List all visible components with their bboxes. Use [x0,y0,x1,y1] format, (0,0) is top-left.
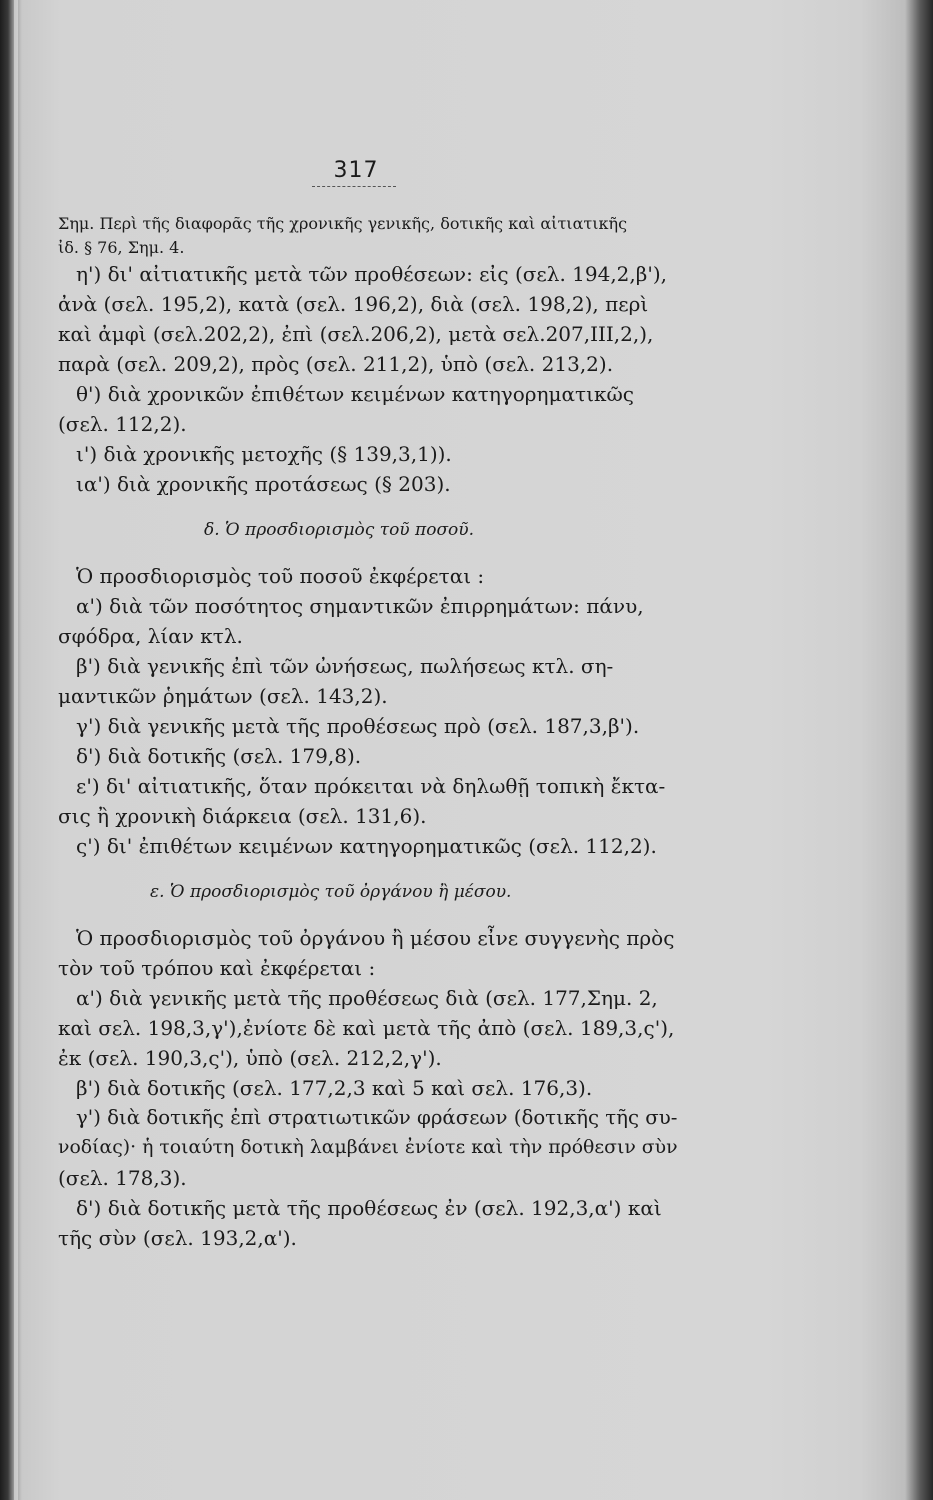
text-line: τὸν τοῦ τρόπου καὶ ἐκφέρεται : [58,956,376,980]
text-line: καὶ ἀμφὶ (σελ.202,2), ἐπὶ (σελ.206,2), μετὰ σελ.207,ΙΙΙ,2,), [58,322,654,346]
text-line: σις ἢ χρονικὴ διάρκεια (σελ. 131,6). [58,804,427,828]
page-edge [14,0,18,1500]
text-line: παρὰ (σελ. 209,2), πρὸς (σελ. 211,2), ὑπὸ (σελ. 213,2). [58,352,614,376]
text-line: θ') διὰ χρονικῶν ἐπιθέτων κειμένων κατηγορηματικῶς [76,382,634,406]
text-line: β') διὰ δοτικῆς (σελ. 177,2,3 καὶ 5 καὶ σελ. 176,3). [76,1076,593,1100]
text-line: τῆς σὺν (σελ. 193,2,α'). [58,1226,297,1250]
text-line: γ') διὰ γενικῆς μετὰ τῆς προθέσεως πρὸ (σελ. 187,3,β'). [76,714,640,738]
text-line: ια') διὰ χρονικῆς προτάσεως (§ 203). [76,472,451,496]
note-line: ἰδ. § 76, Σημ. 4. [58,238,185,257]
text-line: (σελ. 112,2). [58,412,187,436]
note-line: Σημ. Περὶ τῆς διαφορᾶς τῆς χρονικῆς γενικῆς, δοτικῆς καὶ αἰτιατικῆς [58,214,628,233]
section-heading: ε. Ὁ προσδιορισμὸς τοῦ ὀργάνου ἢ μέσου. [150,882,512,902]
text-line: η') δι' αἰτιατικῆς μετὰ τῶν προθέσεων: εἰς (σελ. 194,2,β'), [76,262,667,286]
text-line: ε') δι' αἰτιατικῆς, ὅταν πρόκειται νὰ δηλωθῇ τοπικὴ ἔκτα- [76,774,666,798]
text-line: νοδίας)· ἡ τοιαύτη δοτικὴ λαμβάνει ἐνίοτε καὶ τὴν πρόθεσιν σὺν [58,1137,678,1158]
text-line: ς') δι' ἐπιθέτων κειμένων κατηγορηματικῶς (σελ. 112,2). [76,834,657,858]
text-line: ἀνὰ (σελ. 195,2), κατὰ (σελ. 196,2), διὰ (σελ. 198,2), περὶ [58,292,649,316]
text-line: Ὁ προσδιορισμὸς τοῦ ποσοῦ ἐκφέρεται : [76,564,485,588]
page-number: 317 [333,158,379,183]
text-line: μαντικῶν ῥημάτων (σελ. 143,2). [58,684,388,708]
text-line: ἐκ (σελ. 190,3,ς'), ὑπὸ (σελ. 212,2,γ'). [58,1046,442,1070]
text-line: (σελ. 178,3). [58,1166,187,1190]
section-heading: δ. Ὁ προσδιορισμὸς τοῦ ποσοῦ. [204,520,475,540]
text-line: σφόδρα, λίαν κτλ. [58,624,243,648]
text-line: δ') διὰ δοτικῆς (σελ. 179,8). [76,744,362,768]
text-line: Ὁ προσδιορισμὸς τοῦ ὀργάνου ἢ μέσου εἶνε συγγενὴς πρὸς [76,926,675,950]
text-line: α') διὰ γενικῆς μετὰ τῆς προθέσεως διὰ (σελ. 177,Σημ. 2, [76,986,658,1010]
text-line: β') διὰ γενικῆς ἐπὶ τῶν ὠνήσεως, πωλήσεως κτλ. ση- [76,654,614,678]
text-line: γ') διὰ δοτικῆς ἐπὶ στρατιωτικῶν φράσεων (δοτικῆς τῆς συ- [76,1106,678,1129]
text-line: δ') διὰ δοτικῆς μετὰ τῆς προθέσεως ἐν (σελ. 192,3,α') καὶ [76,1196,662,1220]
text-line: καὶ σελ. 198,3,γ'),ἐνίοτε δὲ καὶ μετὰ τῆς ἀπὸ (σελ. 189,3,ς'), [58,1016,675,1040]
text-line: ι') διὰ χρονικῆς μετοχῆς (§ 139,3,1)). [76,442,452,466]
text-line: α') διὰ τῶν ποσότητος σημαντικῶν ἐπιρρημάτων: πάνυ, [76,594,644,618]
page-number-rule [312,186,396,187]
